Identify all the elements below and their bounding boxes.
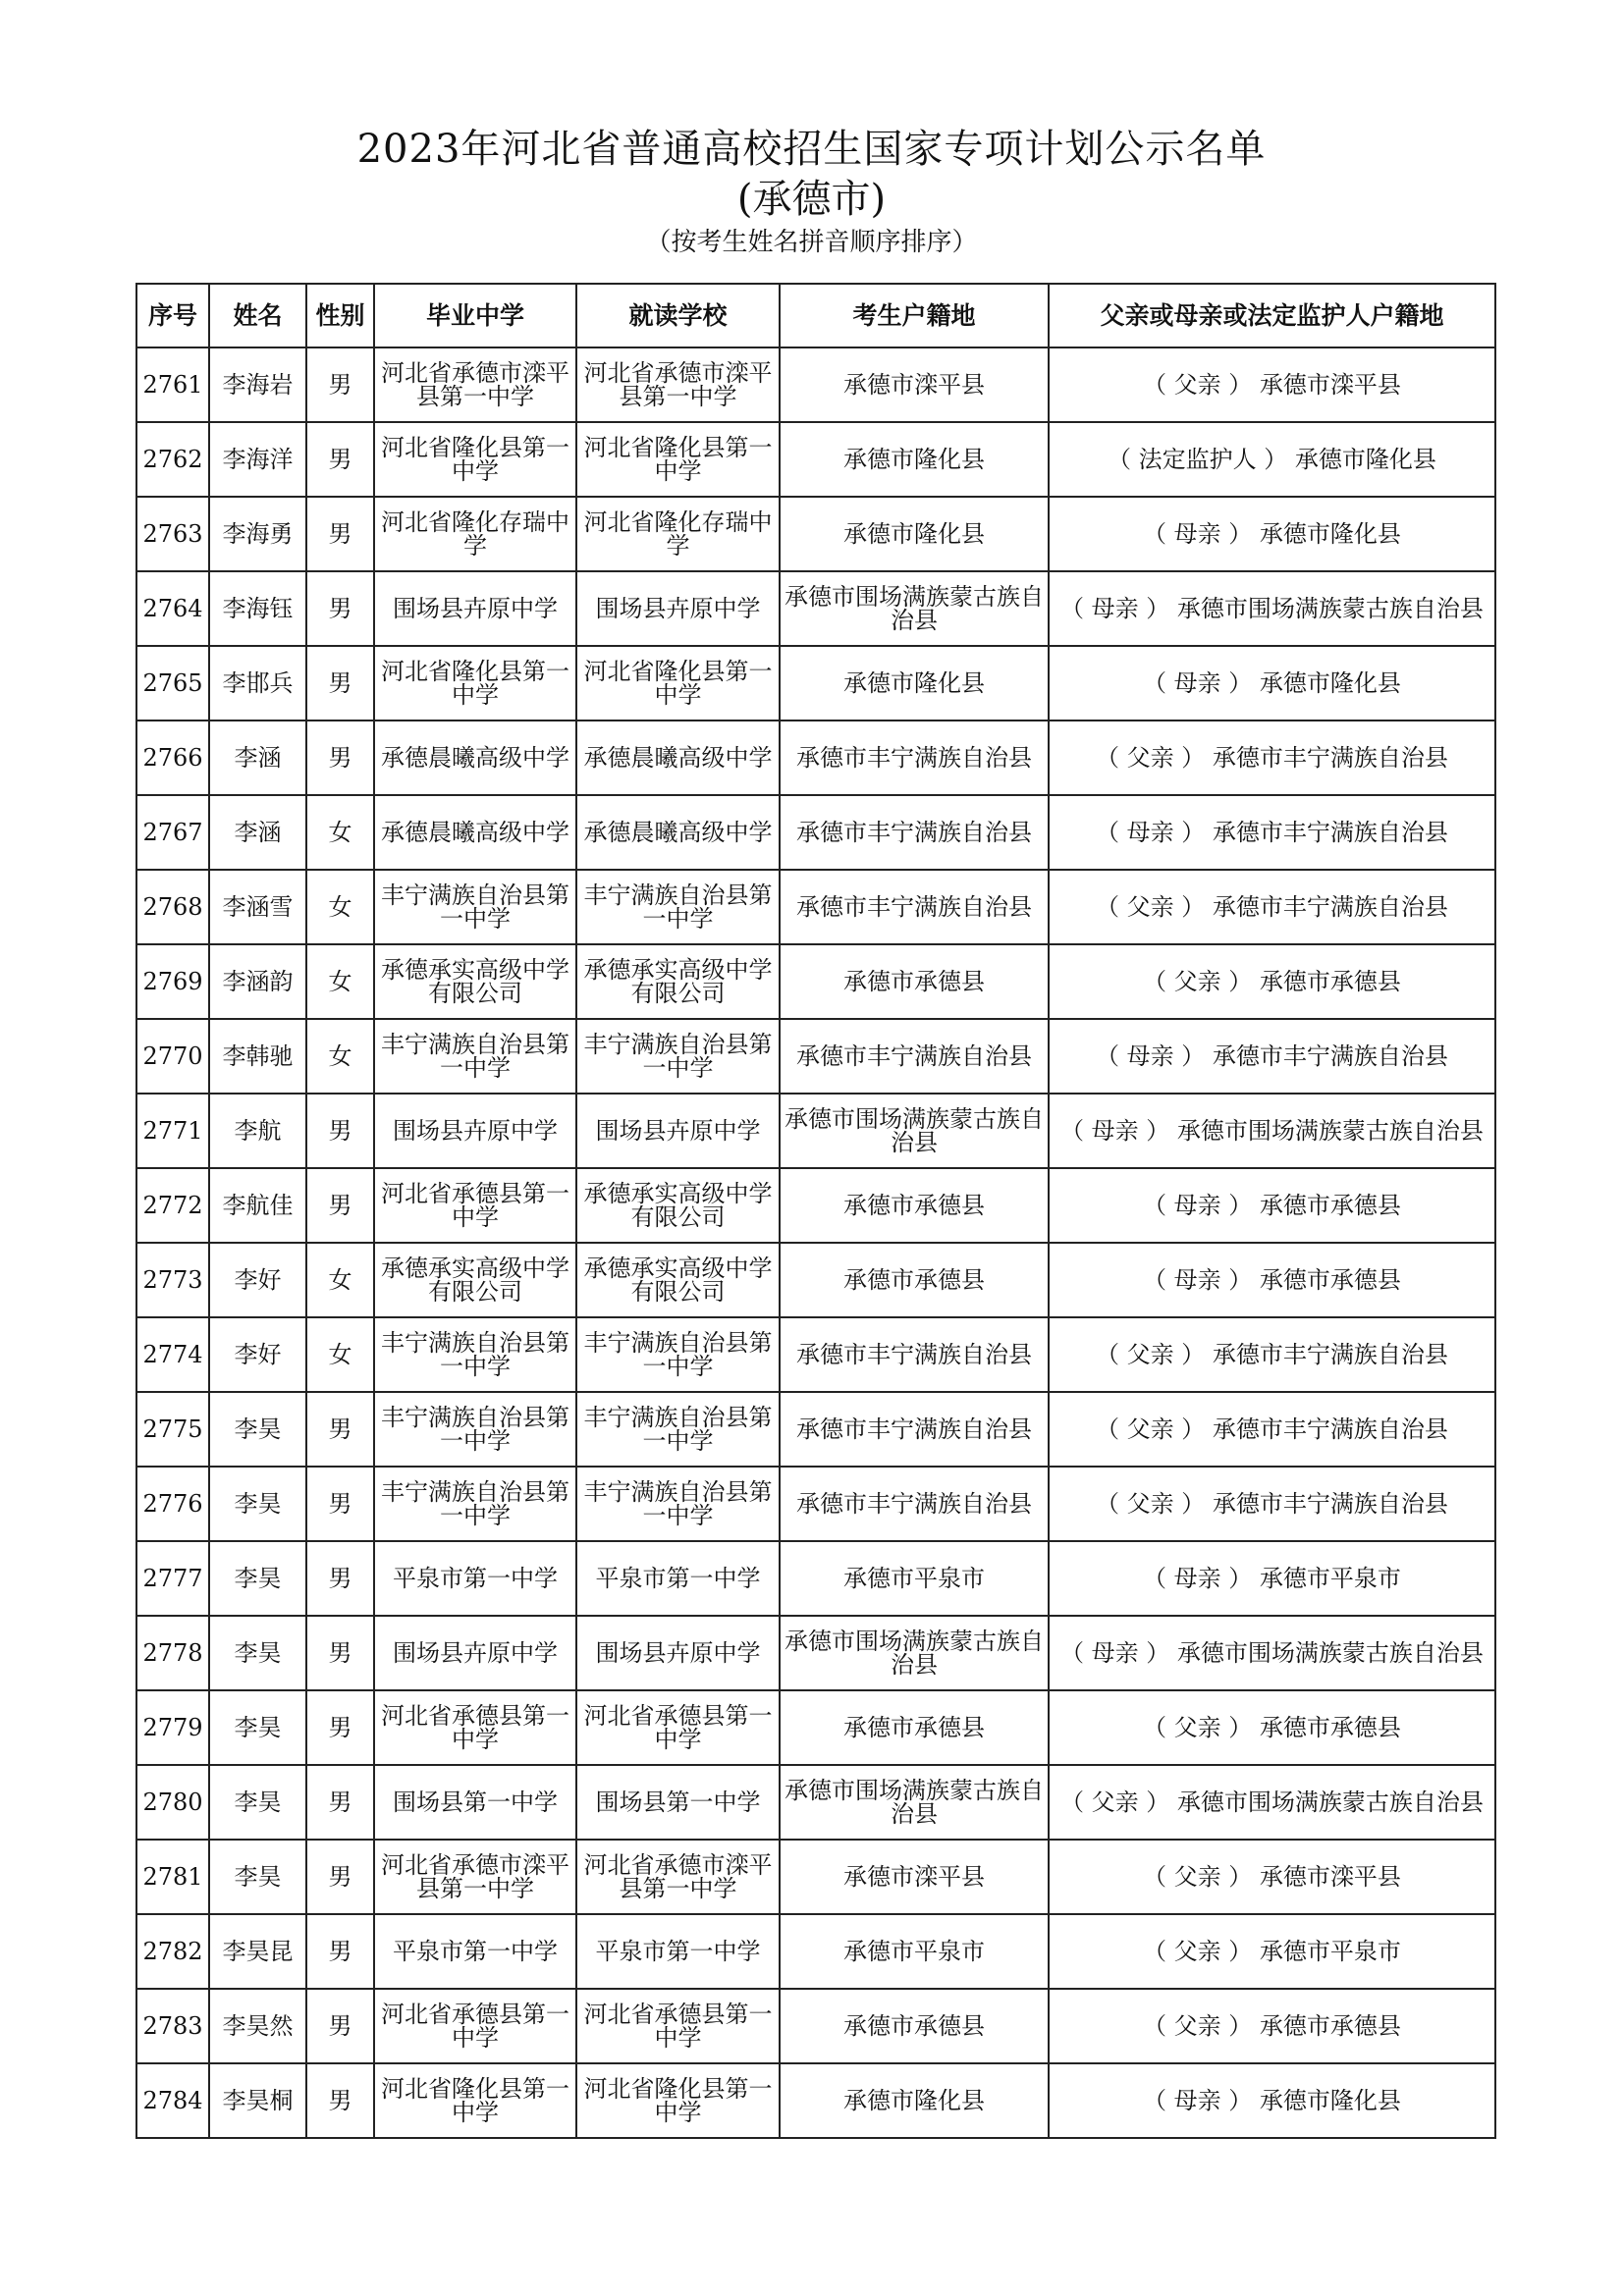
cell-name: 李昊	[209, 1690, 306, 1765]
cell-guardian-household: （ 父亲 ） 承德市丰宁满族自治县	[1049, 870, 1495, 944]
cell-current-school: 承德晨曦高级中学	[576, 795, 780, 870]
document-subtitle: (承德市)	[736, 177, 887, 222]
cell-guardian-household: （ 父亲 ） 承德市滦平县	[1049, 347, 1495, 422]
cell-current-school: 丰宁满族自治县第一中学	[576, 870, 780, 944]
cell-guardian-household: （ 法定监护人 ） 承德市隆化县	[1049, 422, 1495, 497]
cell-seq: 2769	[136, 944, 209, 1019]
cell-seq: 2770	[136, 1019, 209, 1094]
table-row	[136, 1243, 1495, 1317]
cell-current-school: 平泉市第一中学	[576, 1914, 780, 1989]
cell-student-household: 承德市丰宁满族自治县	[780, 721, 1049, 795]
cell-seq: 2761	[136, 347, 209, 422]
table-row	[136, 1914, 1495, 1989]
table-row	[136, 1168, 1495, 1243]
cell-gender: 男	[306, 422, 374, 497]
cell-name: 李海洋	[209, 422, 306, 497]
sort-note: （按考生姓名拼音顺序排序）	[645, 228, 978, 257]
cell-name: 李昊	[209, 1840, 306, 1914]
cell-name: 李韩驰	[209, 1019, 306, 1094]
cell-seq: 2772	[136, 1168, 209, 1243]
cell-guardian-household: （ 父亲 ） 承德市承德县	[1049, 1690, 1495, 1765]
cell-guardian-household: （ 母亲 ） 承德市围场满族蒙古族自治县	[1049, 1094, 1495, 1168]
cell-seq: 2779	[136, 1690, 209, 1765]
cell-current-school: 承德承实高级中学有限公司	[576, 1168, 780, 1243]
cell-gender: 男	[306, 1094, 374, 1168]
cell-seq: 2764	[136, 571, 209, 646]
cell-guardian-household: （ 父亲 ） 承德市承德县	[1049, 944, 1495, 1019]
table-row	[136, 944, 1495, 1019]
cell-graduation-school: 围场县卉原中学	[374, 571, 576, 646]
cell-current-school: 承德承实高级中学有限公司	[576, 944, 780, 1019]
cell-name: 李昊	[209, 1765, 306, 1840]
cell-gender: 女	[306, 795, 374, 870]
cell-gender: 女	[306, 1317, 374, 1392]
cell-graduation-school: 承德承实高级中学有限公司	[374, 1243, 576, 1317]
cell-graduation-school: 丰宁满族自治县第一中学	[374, 1019, 576, 1094]
table-row	[136, 646, 1495, 721]
table-row	[136, 870, 1495, 944]
cell-seq: 2782	[136, 1914, 209, 1989]
cell-current-school: 围场县第一中学	[576, 1765, 780, 1840]
cell-gender: 女	[306, 870, 374, 944]
cell-graduation-school: 河北省承德市滦平县第一中学	[374, 1840, 576, 1914]
cell-current-school: 围场县卉原中学	[576, 571, 780, 646]
cell-graduation-school: 承德承实高级中学有限公司	[374, 944, 576, 1019]
cell-name: 李昊	[209, 1392, 306, 1467]
table-body	[136, 347, 1495, 2138]
cell-student-household: 承德市滦平县	[780, 347, 1049, 422]
cell-current-school: 承德承实高级中学有限公司	[576, 1243, 780, 1317]
table-row	[136, 2063, 1495, 2138]
cell-student-household: 承德市承德县	[780, 1690, 1049, 1765]
cell-guardian-household: （ 父亲 ） 承德市承德县	[1049, 1989, 1495, 2063]
cell-graduation-school: 承德晨曦高级中学	[374, 795, 576, 870]
cell-graduation-school: 河北省承德县第一中学	[374, 1168, 576, 1243]
cell-current-school: 围场县卉原中学	[576, 1094, 780, 1168]
cell-current-school: 丰宁满族自治县第一中学	[576, 1467, 780, 1541]
header-current-school: 就读学校	[576, 284, 780, 347]
cell-name: 李航佳	[209, 1168, 306, 1243]
table-row	[136, 422, 1495, 497]
cell-current-school: 河北省隆化县第一中学	[576, 2063, 780, 2138]
cell-gender: 男	[306, 1914, 374, 1989]
cell-name: 李好	[209, 1317, 306, 1392]
cell-guardian-household: （ 母亲 ） 承德市丰宁满族自治县	[1049, 1019, 1495, 1094]
cell-gender: 男	[306, 347, 374, 422]
cell-current-school: 承德晨曦高级中学	[576, 721, 780, 795]
cell-graduation-school: 河北省承德市滦平县第一中学	[374, 347, 576, 422]
cell-graduation-school: 丰宁满族自治县第一中学	[374, 1467, 576, 1541]
cell-gender: 男	[306, 571, 374, 646]
cell-guardian-household: （ 父亲 ） 承德市围场满族蒙古族自治县	[1049, 1765, 1495, 1840]
cell-student-household: 承德市承德县	[780, 944, 1049, 1019]
cell-seq: 2762	[136, 422, 209, 497]
cell-seq: 2775	[136, 1392, 209, 1467]
table-row	[136, 571, 1495, 646]
cell-graduation-school: 围场县第一中学	[374, 1765, 576, 1840]
cell-gender: 男	[306, 1541, 374, 1616]
cell-student-household: 承德市丰宁满族自治县	[780, 1392, 1049, 1467]
cell-current-school: 丰宁满族自治县第一中学	[576, 1019, 780, 1094]
header-gender: 性别	[306, 284, 374, 347]
cell-current-school: 河北省隆化县第一中学	[576, 646, 780, 721]
cell-name: 李涵雪	[209, 870, 306, 944]
cell-guardian-household: （ 父亲 ） 承德市丰宁满族自治县	[1049, 1467, 1495, 1541]
cell-name: 李昊然	[209, 1989, 306, 2063]
cell-student-household: 承德市隆化县	[780, 2063, 1049, 2138]
cell-seq: 2774	[136, 1317, 209, 1392]
cell-graduation-school: 平泉市第一中学	[374, 1541, 576, 1616]
cell-gender: 男	[306, 721, 374, 795]
cell-graduation-school: 围场县卉原中学	[374, 1094, 576, 1168]
cell-student-household: 承德市承德县	[780, 1243, 1049, 1317]
cell-seq: 2777	[136, 1541, 209, 1616]
cell-guardian-household: （ 母亲 ） 承德市承德县	[1049, 1168, 1495, 1243]
cell-graduation-school: 承德晨曦高级中学	[374, 721, 576, 795]
cell-current-school: 河北省承德县第一中学	[576, 1989, 780, 2063]
table-row	[136, 1616, 1495, 1690]
cell-name: 李昊	[209, 1541, 306, 1616]
cell-guardian-household: （ 母亲 ） 承德市丰宁满族自治县	[1049, 795, 1495, 870]
table-row	[136, 347, 1495, 422]
cell-student-household: 承德市丰宁满族自治县	[780, 870, 1049, 944]
cell-gender: 女	[306, 1019, 374, 1094]
cell-guardian-household: （ 母亲 ） 承德市围场满族蒙古族自治县	[1049, 571, 1495, 646]
cell-current-school: 河北省隆化存瑞中学	[576, 497, 780, 571]
cell-name: 李海勇	[209, 497, 306, 571]
cell-guardian-household: （ 父亲 ） 承德市丰宁满族自治县	[1049, 721, 1495, 795]
cell-student-household: 承德市丰宁满族自治县	[780, 1317, 1049, 1392]
cell-current-school: 丰宁满族自治县第一中学	[576, 1392, 780, 1467]
cell-seq: 2781	[136, 1840, 209, 1914]
cell-seq: 2783	[136, 1989, 209, 2063]
cell-gender: 女	[306, 1243, 374, 1317]
cell-gender: 男	[306, 497, 374, 571]
cell-current-school: 平泉市第一中学	[576, 1541, 780, 1616]
cell-seq: 2784	[136, 2063, 209, 2138]
cell-guardian-household: （ 父亲 ） 承德市丰宁满族自治县	[1049, 1317, 1495, 1392]
cell-guardian-household: （ 父亲 ） 承德市丰宁满族自治县	[1049, 1392, 1495, 1467]
cell-gender: 男	[306, 1392, 374, 1467]
cell-seq: 2767	[136, 795, 209, 870]
cell-student-household: 承德市承德县	[780, 1168, 1049, 1243]
cell-gender: 男	[306, 1168, 374, 1243]
cell-seq: 2766	[136, 721, 209, 795]
cell-name: 李海岩	[209, 347, 306, 422]
cell-student-household: 承德市围场满族蒙古族自治县	[780, 1616, 1049, 1690]
cell-name: 李昊昆	[209, 1914, 306, 1989]
cell-student-household: 承德市平泉市	[780, 1541, 1049, 1616]
table-row	[136, 1019, 1495, 1094]
cell-graduation-school: 河北省承德县第一中学	[374, 1690, 576, 1765]
cell-student-household: 承德市隆化县	[780, 497, 1049, 571]
cell-graduation-school: 河北省隆化存瑞中学	[374, 497, 576, 571]
table-row	[136, 1690, 1495, 1765]
cell-name: 李昊	[209, 1616, 306, 1690]
cell-gender: 男	[306, 1616, 374, 1690]
header-student-household: 考生户籍地	[780, 284, 1049, 347]
cell-name: 李昊桐	[209, 2063, 306, 2138]
table-header-row	[136, 284, 1495, 347]
cell-student-household: 承德市围场满族蒙古族自治县	[780, 1765, 1049, 1840]
header-name: 姓名	[209, 284, 306, 347]
cell-gender: 男	[306, 1989, 374, 2063]
cell-gender: 男	[306, 2063, 374, 2138]
cell-guardian-household: （ 父亲 ） 承德市滦平县	[1049, 1840, 1495, 1914]
cell-student-household: 承德市隆化县	[780, 646, 1049, 721]
cell-current-school: 河北省隆化县第一中学	[576, 422, 780, 497]
table-row	[136, 497, 1495, 571]
cell-name: 李涵	[209, 721, 306, 795]
cell-graduation-school: 丰宁满族自治县第一中学	[374, 1392, 576, 1467]
cell-current-school: 围场县卉原中学	[576, 1616, 780, 1690]
table-row	[136, 1094, 1495, 1168]
cell-student-household: 承德市滦平县	[780, 1840, 1049, 1914]
cell-student-household: 承德市丰宁满族自治县	[780, 1019, 1049, 1094]
cell-graduation-school: 丰宁满族自治县第一中学	[374, 870, 576, 944]
cell-student-household: 承德市围场满族蒙古族自治县	[780, 571, 1049, 646]
cell-guardian-household: （ 父亲 ） 承德市平泉市	[1049, 1914, 1495, 1989]
cell-name: 李海钰	[209, 571, 306, 646]
cell-student-household: 承德市围场满族蒙古族自治县	[780, 1094, 1049, 1168]
cell-gender: 男	[306, 1690, 374, 1765]
cell-name: 李好	[209, 1243, 306, 1317]
cell-seq: 2763	[136, 497, 209, 571]
cell-guardian-household: （ 母亲 ） 承德市隆化县	[1049, 497, 1495, 571]
cell-current-school: 河北省承德市滦平县第一中学	[576, 1840, 780, 1914]
cell-graduation-school: 围场县卉原中学	[374, 1616, 576, 1690]
cell-current-school: 丰宁满族自治县第一中学	[576, 1317, 780, 1392]
header-guardian-household: 父亲或母亲或法定监护人户籍地	[1049, 284, 1495, 347]
cell-name: 李航	[209, 1094, 306, 1168]
cell-student-household: 承德市隆化县	[780, 422, 1049, 497]
cell-gender: 男	[306, 1840, 374, 1914]
cell-name: 李邯兵	[209, 646, 306, 721]
cell-guardian-household: （ 母亲 ） 承德市围场满族蒙古族自治县	[1049, 1616, 1495, 1690]
cell-guardian-household: （ 母亲 ） 承德市隆化县	[1049, 2063, 1495, 2138]
table-row	[136, 1541, 1495, 1616]
cell-gender: 男	[306, 1467, 374, 1541]
cell-student-household: 承德市平泉市	[780, 1914, 1049, 1989]
cell-seq: 2771	[136, 1094, 209, 1168]
cell-name: 李涵	[209, 795, 306, 870]
cell-current-school: 河北省承德县第一中学	[576, 1690, 780, 1765]
cell-name: 李昊	[209, 1467, 306, 1541]
document-title: 2023年河北省普通高校招生国家专项计划公示名单	[356, 127, 1267, 172]
student-list-table	[135, 283, 1496, 2139]
cell-gender: 男	[306, 646, 374, 721]
table-row	[136, 1467, 1495, 1541]
cell-current-school: 河北省承德市滦平县第一中学	[576, 347, 780, 422]
cell-seq: 2776	[136, 1467, 209, 1541]
header-seq: 序号	[136, 284, 209, 347]
cell-graduation-school: 河北省隆化县第一中学	[374, 2063, 576, 2138]
cell-seq: 2780	[136, 1765, 209, 1840]
cell-student-household: 承德市丰宁满族自治县	[780, 795, 1049, 870]
cell-graduation-school: 河北省承德县第一中学	[374, 1989, 576, 2063]
cell-graduation-school: 河北省隆化县第一中学	[374, 422, 576, 497]
cell-graduation-school: 平泉市第一中学	[374, 1914, 576, 1989]
cell-gender: 男	[306, 1765, 374, 1840]
table-row	[136, 1317, 1495, 1392]
cell-graduation-school: 丰宁满族自治县第一中学	[374, 1317, 576, 1392]
header-graduation-school: 毕业中学	[374, 284, 576, 347]
cell-guardian-household: （ 母亲 ） 承德市平泉市	[1049, 1541, 1495, 1616]
cell-graduation-school: 河北省隆化县第一中学	[374, 646, 576, 721]
cell-seq: 2773	[136, 1243, 209, 1317]
cell-student-household: 承德市丰宁满族自治县	[780, 1467, 1049, 1541]
table-row	[136, 1392, 1495, 1467]
table-row	[136, 1989, 1495, 2063]
table-row	[136, 1840, 1495, 1914]
cell-guardian-household: （ 母亲 ） 承德市隆化县	[1049, 646, 1495, 721]
table-row	[136, 1765, 1495, 1840]
cell-gender: 女	[306, 944, 374, 1019]
table-row	[136, 721, 1495, 795]
cell-guardian-household: （ 母亲 ） 承德市承德县	[1049, 1243, 1495, 1317]
cell-seq: 2778	[136, 1616, 209, 1690]
table-row	[136, 795, 1495, 870]
cell-name: 李涵韵	[209, 944, 306, 1019]
cell-student-household: 承德市承德县	[780, 1989, 1049, 2063]
cell-seq: 2765	[136, 646, 209, 721]
cell-seq: 2768	[136, 870, 209, 944]
